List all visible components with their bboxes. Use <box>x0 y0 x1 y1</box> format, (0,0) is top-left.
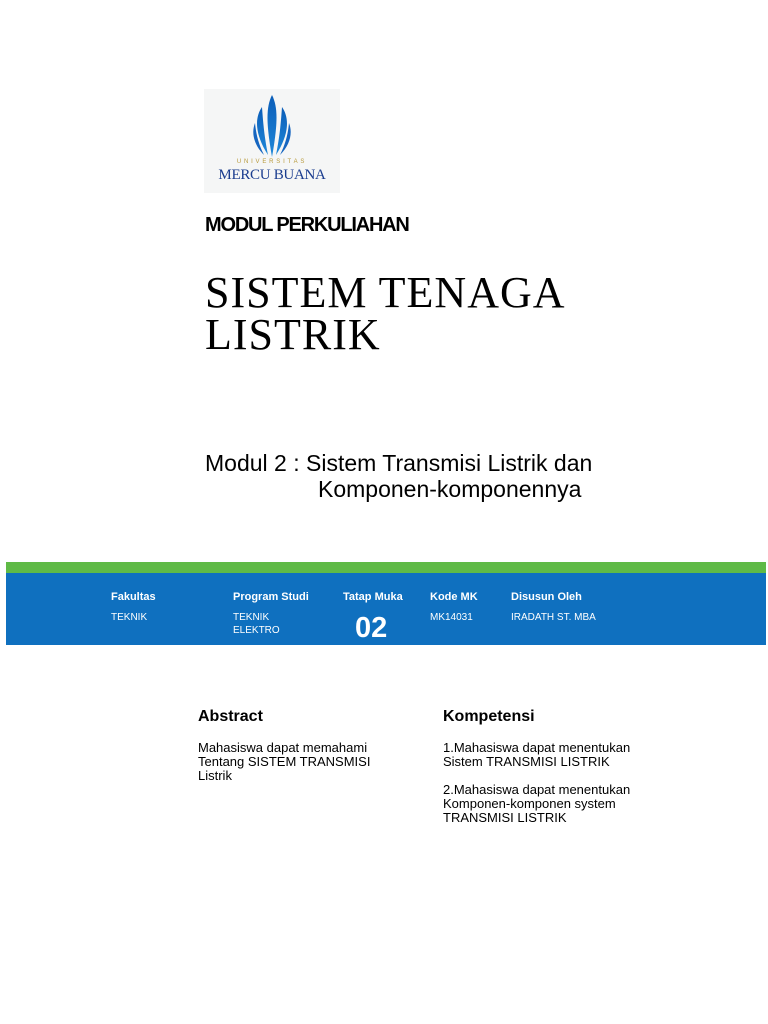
title-line-1: SISTEM TENAGA <box>205 268 566 317</box>
kompetensi-item-2-line-2: Komponen-komponen system <box>443 796 616 811</box>
kompetensi-item-1 <box>443 741 630 769</box>
abstract-line-2: Tentang SISTEM TRANSMISI <box>198 754 371 769</box>
kompetensi-heading: Kompetensi <box>443 708 535 725</box>
kode-mk-value: MK14031 <box>430 612 473 623</box>
kompetensi-item-2-line-3: TRANSMISI LISTRIK <box>443 810 567 825</box>
subtitle-line-2: Komponen-komponennya <box>318 476 582 502</box>
kompetensi-item-1-line-1: 1.Mahasiswa dapat menentukan <box>443 740 631 755</box>
disusun-oleh-header: Disusun Oleh <box>511 591 582 603</box>
info-band <box>6 562 766 645</box>
kode-mk-header: Kode MK <box>430 591 478 603</box>
abstract-line-1: Mahasiswa dapat memahami <box>198 740 368 755</box>
kompetensi-item-1-line-2: Sistem TRANSMISI LISTRIK <box>443 754 610 769</box>
modul-label: MODUL PERKULIAHAN <box>205 214 409 236</box>
abstract-line-3: Listrik <box>198 768 232 783</box>
university-small-label: UNIVERSITAS <box>236 159 308 165</box>
flame-emblem-icon <box>250 93 294 159</box>
title-line-2: LISTRIK <box>205 310 381 359</box>
disusun-oleh-value: IRADATH ST. MBA <box>511 612 596 623</box>
subtitle-line-1: Modul 2 : Sistem Transmisi Listrik dan <box>205 450 593 476</box>
program-studi-line-1: TEKNIK <box>233 612 270 623</box>
program-studi-value <box>233 611 280 637</box>
university-name: MERCU BUANA <box>218 167 326 183</box>
tatap-muka-header: Tatap Muka <box>343 591 403 603</box>
fakultas-header: Fakultas <box>111 591 156 603</box>
kompetensi-item-2 <box>443 783 630 825</box>
fakultas-value: TEKNIK <box>111 612 148 623</box>
university-logo <box>204 89 340 193</box>
program-studi-line-2: ELEKTRO <box>233 625 280 636</box>
tatap-muka-value: 02 <box>355 612 388 644</box>
abstract-text <box>198 741 370 783</box>
document-title <box>205 268 566 359</box>
program-studi-header: Program Studi <box>233 591 309 603</box>
module-subtitle <box>205 450 592 502</box>
kompetensi-item-2-line-1: 2.Mahasiswa dapat menentukan <box>443 782 631 797</box>
abstract-heading: Abstract <box>198 708 263 725</box>
